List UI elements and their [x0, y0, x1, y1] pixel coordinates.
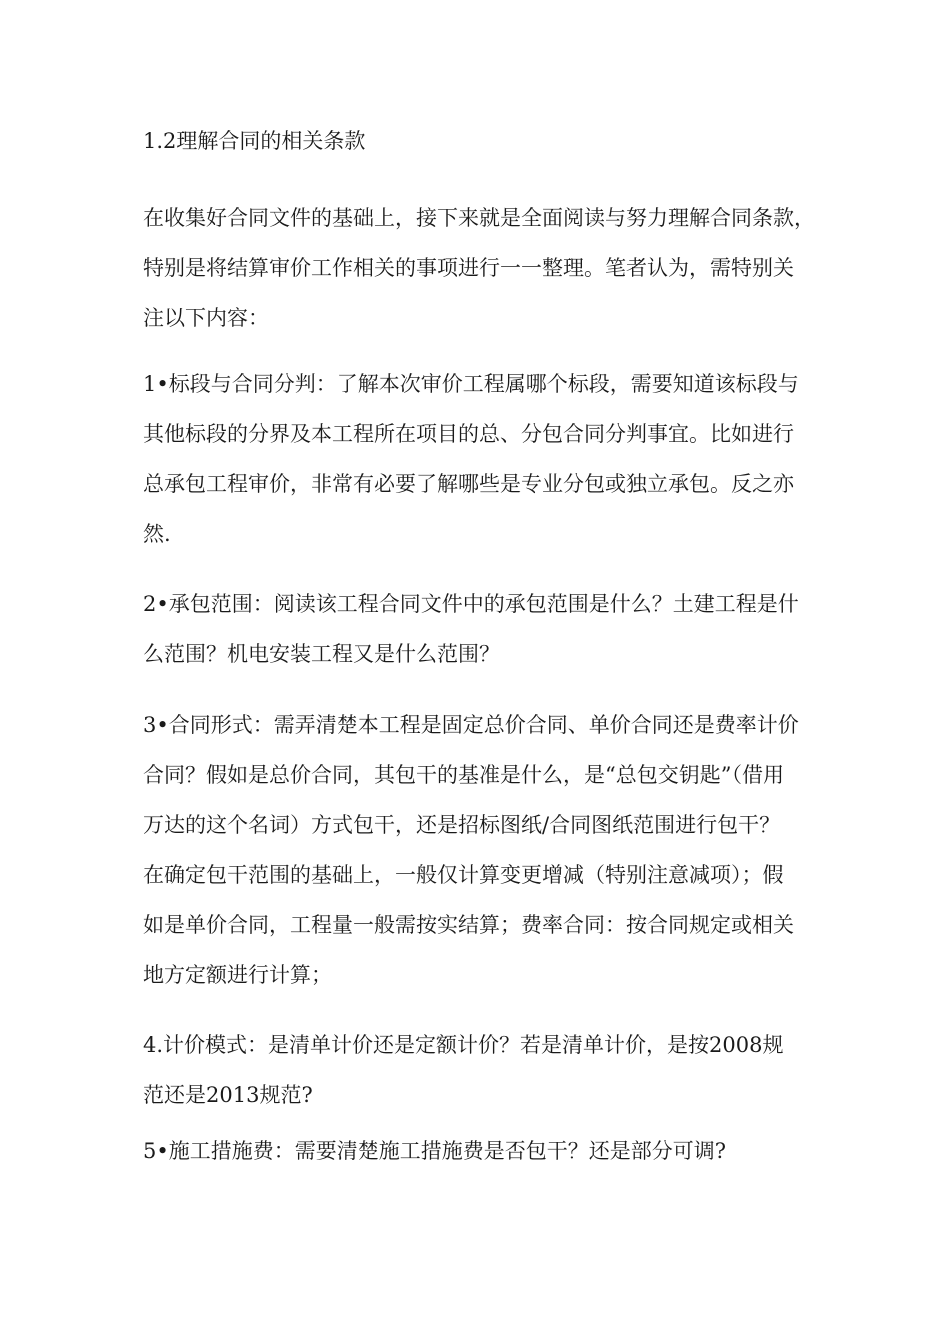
section-heading: 1.2理解合同的相关条款 — [143, 129, 366, 153]
item-2-paragraph — [143, 579, 823, 679]
text-line: 特别是将结算审价工作相关的事项进行一一整理。笔者认为，需特别关 — [143, 256, 794, 280]
text-line: 在确定包干范围的基础上，一般仅计算变更增减（特别注意减项）；假 — [143, 863, 784, 887]
text-line: 其他标段的分界及本工程所在项目的总、分包合同分判事宜。比如进行 — [143, 422, 794, 446]
intro-paragraph — [143, 193, 823, 343]
text-line: 在收集好合同文件的基础上，接下来就是全面阅读与努力理解合同条款， — [143, 206, 815, 230]
text-line: 1•标段与合同分判：了解本次审价工程属哪个标段，需要知道该标段与 — [143, 372, 799, 396]
text-line: 么范围？机电安装工程又是什么范围？ — [143, 642, 500, 666]
text-line: 然. — [143, 522, 171, 546]
item-4-paragraph — [143, 1020, 823, 1120]
item-5-paragraph — [143, 1126, 823, 1176]
text-line: 注以下内容： — [143, 306, 269, 330]
text-line: 总承包工程审价，非常有必要了解哪些是专业分包或独立承包。反之亦 — [143, 472, 794, 496]
text-line: 4.计价模式：是清单计价还是定额计价？若是清单计价，是按2008规 — [143, 1033, 784, 1057]
text-line: 合同？假如是总价合同，其包干的基准是什么，是“总包交钥匙”（借用 — [143, 763, 784, 787]
text-line: 范还是2013规范? — [143, 1083, 313, 1107]
text-line: 地方定额进行计算； — [143, 963, 332, 987]
item-1-paragraph — [143, 359, 823, 559]
item-3-paragraph — [143, 700, 823, 1000]
text-line: 如是单价合同，工程量一般需按实结算；费率合同：按合同规定或相关 — [143, 913, 794, 937]
text-line: 5•施工措施费：需要清楚施工措施费是否包干？还是部分可调? — [143, 1139, 727, 1163]
text-line: 2•承包范围：阅读该工程合同文件中的承包范围是什么？土建工程是什 — [143, 592, 799, 616]
text-line: 3•合同形式：需弄清楚本工程是固定总价合同、单价合同还是费率计价 — [143, 713, 799, 737]
text-line: 万达的这个名词）方式包干，还是招标图纸/合同图纸范围进行包干？ — [143, 813, 781, 837]
